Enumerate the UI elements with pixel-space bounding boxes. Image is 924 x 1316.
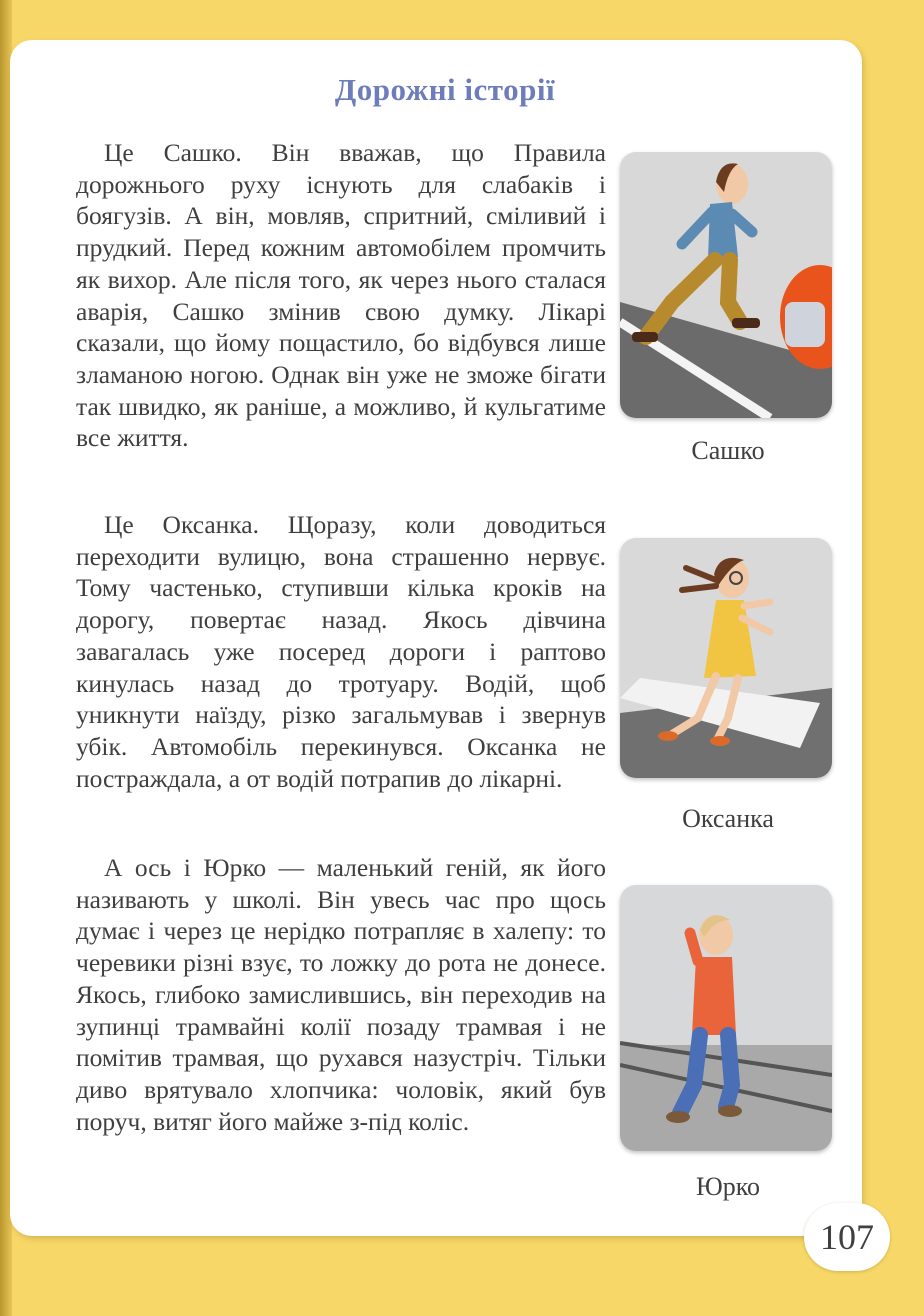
story-yurko-text: А ось і Юрко — маленький геній, як його називають у школі. Він увесь час про щось думає і через це нерідко потрапляє в халепу: то черевики різні взує, то ложку до рота не донесе. Якось, глибоко замислившись, він переходив на зупинці трамвайні колії позаду трамвая і не помітив трамвая, що рухався назустріч. Тільки диво врятувало хлопчика: чоловік, який був поруч, витяг його майже з-під коліс. — [76, 853, 606, 1136]
sashko-caption: Сашко — [691, 436, 765, 465]
story-oksanka-text: Це Оксанка. Щоразу, коли доводиться переходити вулицю, вона страшенно нервує. Тому частенько, ступивши кілька кроків на дорогу, повертає назад. Якось дівчина завагалась уже посеред дороги і раптово кинулась назад до тротуару. Водій, щоб уникнути наїзду, різко загальмував і звернув убік. Автомобіль перекинувся. Оксанка не постраждала, а от водій потрапив до лікарні. — [76, 510, 606, 793]
story-sashko-text: Це Сашко. Він вважав, що Правила дорожнього руху існують для слабаків і боягузів. А він, мовляв, спритний, сміливий і прудкий. Перед кожним автомобілем промчить як вихор. Але після того, як через нього сталася аварія, Сашко змінив свою думку. Лікарі сказали, що йому пощастило, бо відбувся лише зламаною ногою. Однак він уже не зможе бігати так швидко, як раніше, а можливо, й кульгатиме все життя. — [76, 138, 606, 453]
sashko-illustration — [620, 152, 832, 418]
page-title: Дорожні історії — [334, 72, 556, 107]
yurko-illustration — [620, 885, 832, 1151]
oksanka-illustration — [620, 538, 832, 778]
page-number: 107 — [804, 1203, 890, 1271]
yurko-caption: Юрко — [695, 1172, 761, 1201]
oksanka-caption: Оксанка — [682, 804, 774, 833]
